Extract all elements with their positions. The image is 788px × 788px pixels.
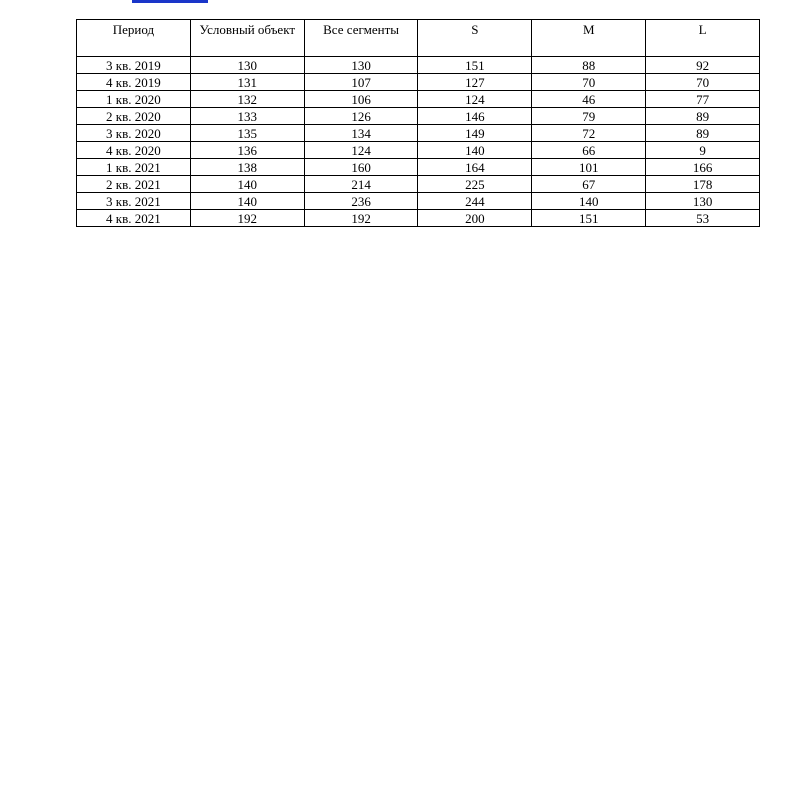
table-cell: 244	[418, 193, 532, 210]
table-cell: 225	[418, 176, 532, 193]
table-cell: 151	[532, 210, 646, 227]
table-cell: 140	[532, 193, 646, 210]
table-cell: 2 кв. 2020	[77, 108, 191, 125]
table-cell: 166	[646, 159, 760, 176]
column-header-conditional-object: Условный объект	[190, 20, 304, 57]
table-cell: 92	[646, 57, 760, 74]
table-cell: 4 кв. 2021	[77, 210, 191, 227]
table-cell: 178	[646, 176, 760, 193]
table-cell: 89	[646, 125, 760, 142]
table-cell: 106	[304, 91, 418, 108]
data-table	[76, 19, 760, 227]
table-cell: 134	[304, 125, 418, 142]
table-cell: 3 кв. 2021	[77, 193, 191, 210]
table-row	[77, 210, 760, 227]
link-underline-fragment[interactable]	[132, 0, 208, 3]
table-cell: 130	[304, 57, 418, 74]
column-header-s: S	[418, 20, 532, 57]
table-cell: 79	[532, 108, 646, 125]
table-cell: 149	[418, 125, 532, 142]
table-cell: 164	[418, 159, 532, 176]
table-cell: 146	[418, 108, 532, 125]
table-row	[77, 74, 760, 91]
table-row	[77, 193, 760, 210]
table-cell: 214	[304, 176, 418, 193]
table-cell: 135	[190, 125, 304, 142]
column-header-l: L	[646, 20, 760, 57]
table-cell: 66	[532, 142, 646, 159]
table-cell: 124	[418, 91, 532, 108]
table-cell: 138	[190, 159, 304, 176]
table-cell: 3 кв. 2019	[77, 57, 191, 74]
table-cell: 3 кв. 2020	[77, 125, 191, 142]
table-cell: 1 кв. 2021	[77, 159, 191, 176]
table-cell: 126	[304, 108, 418, 125]
table-row	[77, 108, 760, 125]
table-row	[77, 159, 760, 176]
table-cell: 53	[646, 210, 760, 227]
table-cell: 127	[418, 74, 532, 91]
table-cell: 140	[190, 193, 304, 210]
table-cell: 67	[532, 176, 646, 193]
table-row	[77, 142, 760, 159]
table-cell: 160	[304, 159, 418, 176]
table-cell: 107	[304, 74, 418, 91]
table-cell: 88	[532, 57, 646, 74]
table-cell: 130	[646, 193, 760, 210]
table-cell: 133	[190, 108, 304, 125]
table-cell: 192	[304, 210, 418, 227]
table-cell: 101	[532, 159, 646, 176]
table-cell: 1 кв. 2020	[77, 91, 191, 108]
table-cell: 200	[418, 210, 532, 227]
table-cell: 151	[418, 57, 532, 74]
table-cell: 130	[190, 57, 304, 74]
table-cell: 9	[646, 142, 760, 159]
table-cell: 89	[646, 108, 760, 125]
table-cell: 124	[304, 142, 418, 159]
table-cell: 2 кв. 2021	[77, 176, 191, 193]
table-cell: 70	[532, 74, 646, 91]
table-cell: 72	[532, 125, 646, 142]
table-cell: 136	[190, 142, 304, 159]
table-cell: 4 кв. 2019	[77, 74, 191, 91]
table-cell: 140	[418, 142, 532, 159]
table-cell: 46	[532, 91, 646, 108]
table-row	[77, 91, 760, 108]
table-cell: 132	[190, 91, 304, 108]
column-header-period: Период	[77, 20, 191, 57]
table-row	[77, 125, 760, 142]
table-cell: 4 кв. 2020	[77, 142, 191, 159]
table-cell: 70	[646, 74, 760, 91]
table-cell: 131	[190, 74, 304, 91]
table-cell: 77	[646, 91, 760, 108]
table-row	[77, 176, 760, 193]
table-header-row	[77, 20, 760, 57]
table-cell: 140	[190, 176, 304, 193]
column-header-m: M	[532, 20, 646, 57]
column-header-all-segments: Все сегменты	[304, 20, 418, 57]
table-cell: 192	[190, 210, 304, 227]
table-cell: 236	[304, 193, 418, 210]
table-row	[77, 57, 760, 74]
